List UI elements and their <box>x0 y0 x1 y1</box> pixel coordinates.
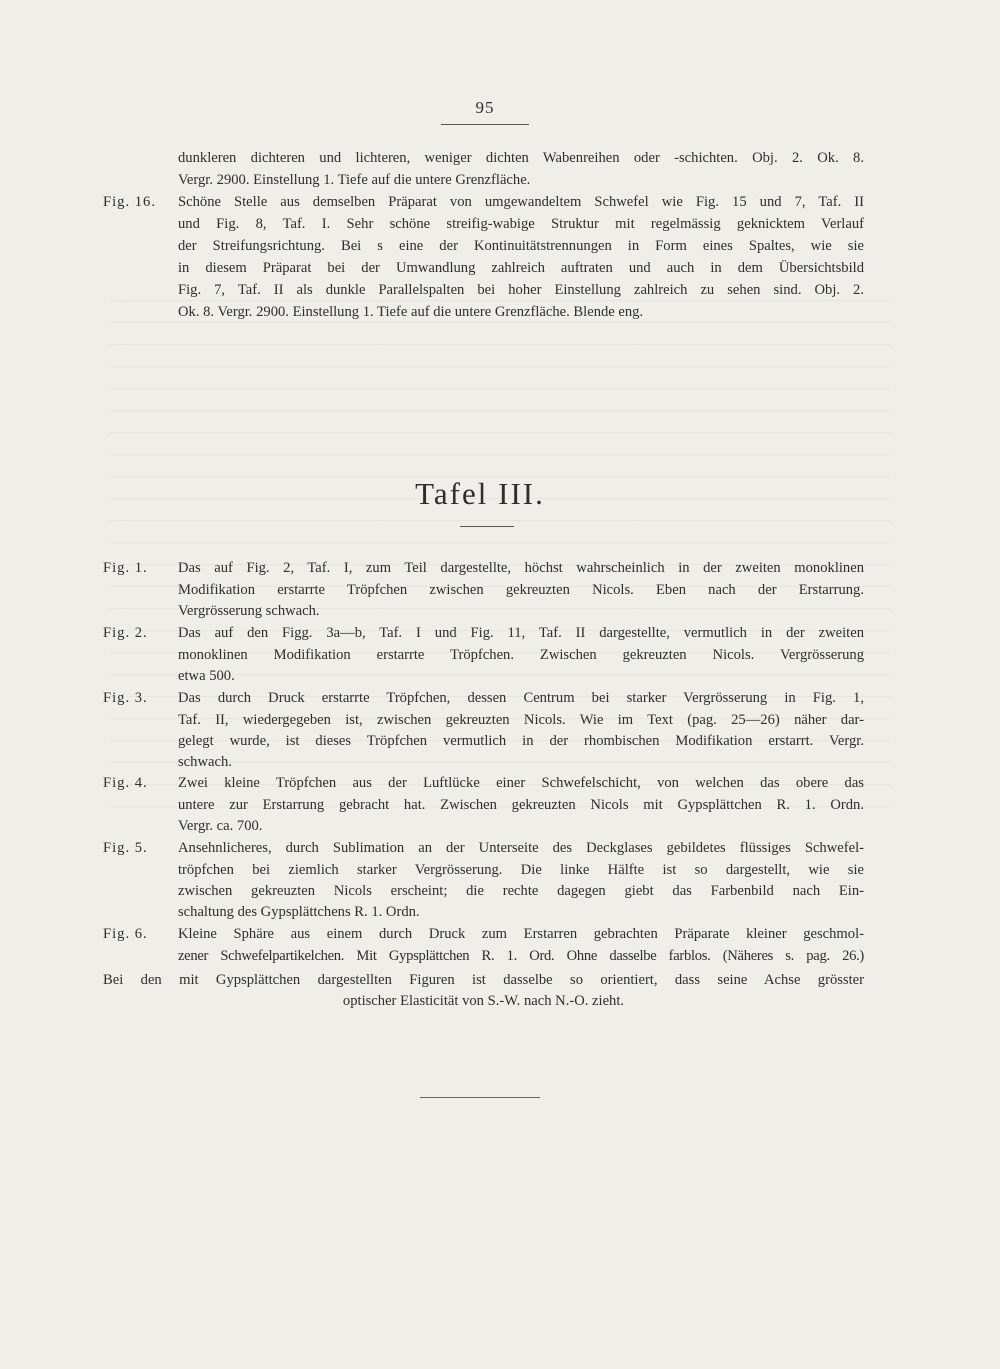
tafel-rule <box>460 526 514 527</box>
fig5-line-3: zwischen gekreuzten Nicols erscheint; die rechte dagegen giebt das Farbenbild nach Ein- <box>178 883 864 899</box>
fig3-line-3: gelegt wurde, ist dieses Tröpfchen vermutlich in der rhombischen Modifikation erstarrt. Vergr. <box>178 733 864 749</box>
closing-line-1: Bei den mit Gypsplättchen dargestellten Figuren ist dasselbe so orientiert, dass seine Achse grösster <box>103 972 864 988</box>
fig16-line-3: der Streifungsrichtung. Bei s eine der Kontinuitätstrennungen in Form eines Spaltes, wie sie <box>178 238 864 254</box>
fig16-label: Fig. 16. <box>103 194 157 210</box>
fig4-line-1: Zwei kleine Tröpfchen aus der Luftlücke einer Schwefelschicht, von welchen das obere das <box>178 775 864 791</box>
fig16-line-5: Fig. 7, Taf. II als dunkle Parallelspalten bei hoher Einstellung zahlreich zu sehen sind. Obj. 2. <box>178 282 864 298</box>
fig2-line-3: etwa 500. <box>178 668 235 684</box>
fig2-label: Fig. 2. <box>103 625 148 641</box>
fig1-label: Fig. 1. <box>103 560 148 576</box>
fig5-line-1: Ansehnlicheres, durch Sublimation an der Unterseite des Deckglases gebildetes flüssiges Schwefel- <box>178 840 864 856</box>
fig4-label: Fig. 4. <box>103 775 148 791</box>
tafel-title: Tafel III. <box>415 476 545 511</box>
fig5-line-2: tröpfchen bei ziemlich starker Vergrösserung. Die linke Hälfte ist so dargestellt, wie sie <box>178 862 864 878</box>
fig1-line-1: Das auf Fig. 2, Taf. I, zum Teil dargestellte, höchst wahrscheinlich in der zweiten monoklinen <box>178 560 864 576</box>
fig2-line-1: Das auf den Figg. 3a—b, Taf. I und Fig. 11, Taf. II dargestellte, vermutlich in der zweiten <box>178 625 864 641</box>
fig5-label: Fig. 5. <box>103 840 148 856</box>
fig16-line-2: und Fig. 8, Taf. I. Sehr schöne streifig-wabige Struktur mit regelmässig geknicktem Verlauf <box>178 216 864 232</box>
fig1-line-2: Modifikation erstarrte Tröpfchen zwischen gekreuzten Nicols. Eben nach der Erstarrung. <box>178 582 864 598</box>
fig6-line-1: Kleine Sphäre aus einem durch Druck zum Erstarren gebrachten Präparate kleiner geschmol- <box>178 926 864 942</box>
end-rule <box>420 1097 540 1098</box>
fig3-line-4: schwach. <box>178 754 232 770</box>
fig16-line-4: in diesem Präparat bei der Umwandlung zahlreich auftraten und auch in dem Übersichtsbild <box>178 260 864 276</box>
fig4-line-2: untere zur Erstarrung gebracht hat. Zwischen gekreuzten Nicols mit Gypsplättchen R. 1. Ordn. <box>178 797 864 813</box>
page-number-rule <box>441 124 529 125</box>
fig3-line-1: Das durch Druck erstarrte Tröpfchen, dessen Centrum bei starker Vergrösserung in Fig. 1, <box>178 690 864 706</box>
fig4-line-3: Vergr. ca. 700. <box>178 818 263 834</box>
fig2-line-2: monoklinen Modifikation erstarrte Tröpfchen. Zwischen gekreuzten Nicols. Vergrösserung <box>178 647 864 663</box>
fig3-label: Fig. 3. <box>103 690 148 706</box>
fig3-line-2: Taf. II, wiedergegeben ist, zwischen gekreuzten Nicols. Wie im Text (pag. 25—26) näher dar- <box>178 712 864 728</box>
fig16-line-1: Schöne Stelle aus demselben Präparat von umgewandeltem Schwefel wie Fig. 15 und 7, Taf. II <box>178 194 864 210</box>
page-number: 95 <box>475 98 495 117</box>
fig5-line-4: schaltung des Gypsplättchens R. 1. Ordn. <box>178 904 420 920</box>
fig6-line-2: zener Schwefelpartikelchen. Mit Gypsplättchen R. 1. Ord. Ohne dasselbe farblos. (Näheres s. pag. 26.) <box>178 948 864 964</box>
fig6-label: Fig. 6. <box>103 926 148 942</box>
fig1-line-3: Vergrösserung schwach. <box>178 603 320 619</box>
intro-line-2: Vergr. 2900. Einstellung 1. Tiefe auf die untere Grenzfläche. <box>178 172 531 188</box>
closing-line-2: optischer Elasticität von S.-W. nach N.-O. zieht. <box>342 993 625 1009</box>
fig16-line-6: Ok. 8. Vergr. 2900. Einstellung 1. Tiefe auf die untere Grenzfläche. Blende eng. <box>178 304 644 320</box>
intro-line-1: dunkleren dichteren und lichteren, weniger dichten Wabenreihen oder -schichten. Obj. 2. Ok. 8. <box>178 150 864 166</box>
